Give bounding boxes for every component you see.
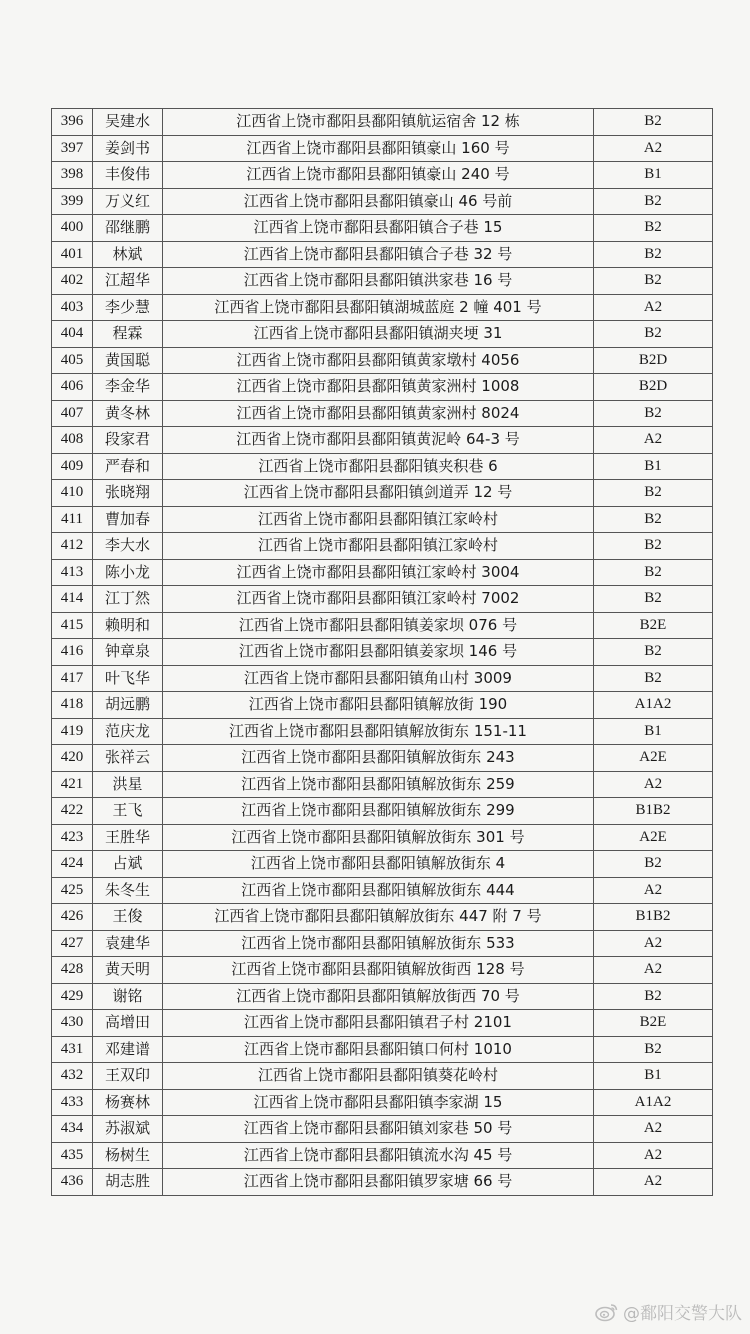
row-license-class: B2 — [594, 400, 713, 427]
row-address: 江西省上饶市鄱阳县鄱阳镇解放街东 243 — [163, 745, 594, 772]
row-address: 江西省上饶市鄱阳县鄱阳镇湖夹埂 31 — [163, 321, 594, 348]
row-name: 李大水 — [93, 533, 163, 560]
row-address: 江西省上饶市鄱阳县鄱阳镇解放街西 70 号 — [163, 983, 594, 1010]
row-license-class: B2 — [594, 506, 713, 533]
row-number: 396 — [52, 109, 93, 136]
row-name: 丰俊伟 — [93, 162, 163, 189]
row-address: 江西省上饶市鄱阳县鄱阳镇解放街东 444 — [163, 877, 594, 904]
row-number: 398 — [52, 162, 93, 189]
row-license-class: B2 — [594, 321, 713, 348]
row-license-class: B2 — [594, 586, 713, 613]
row-name: 胡远鹏 — [93, 692, 163, 719]
row-number: 431 — [52, 1036, 93, 1063]
table-row — [52, 188, 713, 215]
roster-table — [51, 108, 713, 1196]
row-address: 江西省上饶市鄱阳县鄱阳镇李家湖 15 — [163, 1089, 594, 1116]
table-row — [52, 612, 713, 639]
table-row — [52, 1036, 713, 1063]
row-address: 江西省上饶市鄱阳县鄱阳镇夹积巷 6 — [163, 453, 594, 480]
row-name: 王飞 — [93, 798, 163, 825]
row-license-class: A2E — [594, 824, 713, 851]
row-name: 邵继鹏 — [93, 215, 163, 242]
table-row — [52, 268, 713, 295]
row-name: 王俊 — [93, 904, 163, 931]
row-number: 401 — [52, 241, 93, 268]
table-row — [52, 718, 713, 745]
row-name: 黄冬林 — [93, 400, 163, 427]
row-address: 江西省上饶市鄱阳县鄱阳镇解放街东 447 附 7 号 — [163, 904, 594, 931]
row-name: 江丁然 — [93, 586, 163, 613]
table-row — [52, 904, 713, 931]
roster-table-body — [52, 109, 713, 1196]
row-name: 杨赛林 — [93, 1089, 163, 1116]
row-license-class: B2 — [594, 851, 713, 878]
table-row — [52, 400, 713, 427]
row-license-class: A2E — [594, 745, 713, 772]
row-license-class: B2 — [594, 665, 713, 692]
row-number: 403 — [52, 294, 93, 321]
row-number: 412 — [52, 533, 93, 560]
row-address: 江西省上饶市鄱阳县鄱阳镇葵花岭村 — [163, 1063, 594, 1090]
table-row — [52, 692, 713, 719]
table-row — [52, 347, 713, 374]
row-license-class: A2 — [594, 771, 713, 798]
row-name: 谢铭 — [93, 983, 163, 1010]
row-number: 417 — [52, 665, 93, 692]
row-name: 胡志胜 — [93, 1169, 163, 1196]
row-name: 陈小龙 — [93, 559, 163, 586]
row-license-class: B2D — [594, 374, 713, 401]
row-address: 江西省上饶市鄱阳县鄱阳镇江家岭村 — [163, 533, 594, 560]
row-name: 黄国聪 — [93, 347, 163, 374]
row-license-class: A2 — [594, 957, 713, 984]
row-license-class: B2D — [594, 347, 713, 374]
row-number: 405 — [52, 347, 93, 374]
row-number: 424 — [52, 851, 93, 878]
row-number: 414 — [52, 586, 93, 613]
row-address: 江西省上饶市鄱阳县鄱阳镇黄家墩村 4056 — [163, 347, 594, 374]
row-name: 万义红 — [93, 188, 163, 215]
row-license-class: A2 — [594, 930, 713, 957]
table-row — [52, 241, 713, 268]
row-address: 江西省上饶市鄱阳县鄱阳镇洪家巷 16 号 — [163, 268, 594, 295]
row-license-class: B2 — [594, 533, 713, 560]
row-license-class: B2 — [594, 1036, 713, 1063]
row-name: 王胜华 — [93, 824, 163, 851]
table-row — [52, 665, 713, 692]
row-license-class: B2 — [594, 559, 713, 586]
table-row — [52, 506, 713, 533]
table-row — [52, 1142, 713, 1169]
row-name: 苏淑斌 — [93, 1116, 163, 1143]
row-license-class: A2 — [594, 1169, 713, 1196]
row-number: 397 — [52, 135, 93, 162]
table-row — [52, 559, 713, 586]
row-name: 叶飞华 — [93, 665, 163, 692]
watermark — [595, 1299, 742, 1324]
row-address: 江西省上饶市鄱阳县鄱阳镇解放街东 4 — [163, 851, 594, 878]
row-address: 江西省上饶市鄱阳县鄱阳镇豪山 46 号前 — [163, 188, 594, 215]
table-row — [52, 294, 713, 321]
table-row — [52, 798, 713, 825]
row-number: 434 — [52, 1116, 93, 1143]
row-name: 吴建水 — [93, 109, 163, 136]
row-address: 江西省上饶市鄱阳县鄱阳镇罗家塘 66 号 — [163, 1169, 594, 1196]
table-row — [52, 586, 713, 613]
row-name: 邓建谱 — [93, 1036, 163, 1063]
row-name: 高增田 — [93, 1010, 163, 1037]
row-license-class: B1 — [594, 1063, 713, 1090]
row-number: 421 — [52, 771, 93, 798]
watermark-text: @鄱阳交警大队 — [623, 1304, 742, 1324]
row-license-class: B1B2 — [594, 904, 713, 931]
row-license-class: A1A2 — [594, 1089, 713, 1116]
row-address: 江西省上饶市鄱阳县鄱阳镇黄泥岭 64-3 号 — [163, 427, 594, 454]
row-address: 江西省上饶市鄱阳县鄱阳镇合子巷 15 — [163, 215, 594, 242]
table-row — [52, 745, 713, 772]
row-name: 黄天明 — [93, 957, 163, 984]
table-row — [52, 1010, 713, 1037]
row-license-class: B2 — [594, 188, 713, 215]
row-number: 411 — [52, 506, 93, 533]
table-row — [52, 162, 713, 189]
row-license-class: A2 — [594, 877, 713, 904]
table-row — [52, 109, 713, 136]
row-address: 江西省上饶市鄱阳县鄱阳镇豪山 240 号 — [163, 162, 594, 189]
row-address: 江西省上饶市鄱阳县鄱阳镇姜家坝 146 号 — [163, 639, 594, 666]
row-name: 王双印 — [93, 1063, 163, 1090]
row-address: 江西省上饶市鄱阳县鄱阳镇流水沟 45 号 — [163, 1142, 594, 1169]
row-license-class: B2 — [594, 109, 713, 136]
row-license-class: A2 — [594, 427, 713, 454]
row-address: 江西省上饶市鄱阳县鄱阳镇解放街东 259 — [163, 771, 594, 798]
row-name: 张祥云 — [93, 745, 163, 772]
table-row — [52, 957, 713, 984]
row-number: 415 — [52, 612, 93, 639]
row-name: 张晓翔 — [93, 480, 163, 507]
row-address: 江西省上饶市鄱阳县鄱阳镇口何村 1010 — [163, 1036, 594, 1063]
row-license-class: B2 — [594, 480, 713, 507]
row-address: 江西省上饶市鄱阳县鄱阳镇黄家洲村 8024 — [163, 400, 594, 427]
row-address: 江西省上饶市鄱阳县鄱阳镇黄家洲村 1008 — [163, 374, 594, 401]
row-license-class: A1A2 — [594, 692, 713, 719]
row-number: 407 — [52, 400, 93, 427]
row-name: 严春和 — [93, 453, 163, 480]
row-number: 428 — [52, 957, 93, 984]
row-license-class: B2 — [594, 241, 713, 268]
weibo-icon — [595, 1302, 619, 1322]
table-row — [52, 1089, 713, 1116]
table-row — [52, 321, 713, 348]
table-row — [52, 877, 713, 904]
row-number: 409 — [52, 453, 93, 480]
row-name: 林斌 — [93, 241, 163, 268]
row-number: 416 — [52, 639, 93, 666]
row-address: 江西省上饶市鄱阳县鄱阳镇剑道弄 12 号 — [163, 480, 594, 507]
row-license-class: B2 — [594, 268, 713, 295]
row-address: 江西省上饶市鄱阳县鄱阳镇解放街 190 — [163, 692, 594, 719]
row-number: 433 — [52, 1089, 93, 1116]
row-license-class: A2 — [594, 294, 713, 321]
row-number: 423 — [52, 824, 93, 851]
row-name: 袁建华 — [93, 930, 163, 957]
row-address: 江西省上饶市鄱阳县鄱阳镇解放街西 128 号 — [163, 957, 594, 984]
row-license-class: B2E — [594, 612, 713, 639]
table-row — [52, 374, 713, 401]
row-address: 江西省上饶市鄱阳县鄱阳镇角山村 3009 — [163, 665, 594, 692]
row-license-class: B1 — [594, 453, 713, 480]
row-number: 418 — [52, 692, 93, 719]
row-license-class: B2 — [594, 639, 713, 666]
table-row — [52, 1116, 713, 1143]
table-row — [52, 771, 713, 798]
row-address: 江西省上饶市鄱阳县鄱阳镇解放街东 151-11 — [163, 718, 594, 745]
row-address: 江西省上饶市鄱阳县鄱阳镇江家岭村 3004 — [163, 559, 594, 586]
row-name: 占斌 — [93, 851, 163, 878]
row-name: 钟章泉 — [93, 639, 163, 666]
row-name: 段家君 — [93, 427, 163, 454]
table-row — [52, 1169, 713, 1196]
row-name: 朱冬生 — [93, 877, 163, 904]
table-row — [52, 453, 713, 480]
table-row — [52, 533, 713, 560]
row-name: 程霖 — [93, 321, 163, 348]
row-number: 406 — [52, 374, 93, 401]
row-license-class: A2 — [594, 1116, 713, 1143]
row-address: 江西省上饶市鄱阳县鄱阳镇解放街东 301 号 — [163, 824, 594, 851]
row-number: 425 — [52, 877, 93, 904]
table-row — [52, 824, 713, 851]
row-license-class: B1B2 — [594, 798, 713, 825]
row-name: 洪星 — [93, 771, 163, 798]
table-row — [52, 983, 713, 1010]
row-number: 426 — [52, 904, 93, 931]
row-address: 江西省上饶市鄱阳县鄱阳镇解放街东 299 — [163, 798, 594, 825]
row-name: 曹加春 — [93, 506, 163, 533]
row-license-class: B2E — [594, 1010, 713, 1037]
table-row — [52, 930, 713, 957]
row-address: 江西省上饶市鄱阳县鄱阳镇江家岭村 7002 — [163, 586, 594, 613]
row-number: 427 — [52, 930, 93, 957]
row-number: 430 — [52, 1010, 93, 1037]
row-name: 赖明和 — [93, 612, 163, 639]
row-address: 江西省上饶市鄱阳县鄱阳镇湖城蓝庭 2 幢 401 号 — [163, 294, 594, 321]
row-number: 422 — [52, 798, 93, 825]
row-address: 江西省上饶市鄱阳县鄱阳镇江家岭村 — [163, 506, 594, 533]
row-number: 410 — [52, 480, 93, 507]
row-number: 435 — [52, 1142, 93, 1169]
row-number: 413 — [52, 559, 93, 586]
row-name: 江超华 — [93, 268, 163, 295]
row-number: 420 — [52, 745, 93, 772]
row-number: 429 — [52, 983, 93, 1010]
table-row — [52, 851, 713, 878]
row-license-class: B1 — [594, 718, 713, 745]
row-number: 436 — [52, 1169, 93, 1196]
table-row — [52, 1063, 713, 1090]
row-address: 江西省上饶市鄱阳县鄱阳镇刘家巷 50 号 — [163, 1116, 594, 1143]
table-row — [52, 639, 713, 666]
row-number: 419 — [52, 718, 93, 745]
row-address: 江西省上饶市鄱阳县鄱阳镇姜家坝 076 号 — [163, 612, 594, 639]
row-number: 402 — [52, 268, 93, 295]
row-license-class: B2 — [594, 983, 713, 1010]
row-number: 432 — [52, 1063, 93, 1090]
row-license-class: A2 — [594, 1142, 713, 1169]
row-name: 李金华 — [93, 374, 163, 401]
table-row — [52, 135, 713, 162]
row-address: 江西省上饶市鄱阳县鄱阳镇君子村 2101 — [163, 1010, 594, 1037]
row-name: 范庆龙 — [93, 718, 163, 745]
row-name: 李少慧 — [93, 294, 163, 321]
row-address: 江西省上饶市鄱阳县鄱阳镇解放街东 533 — [163, 930, 594, 957]
row-number: 400 — [52, 215, 93, 242]
table-row — [52, 427, 713, 454]
row-license-class: B2 — [594, 215, 713, 242]
row-name: 杨树生 — [93, 1142, 163, 1169]
row-address: 江西省上饶市鄱阳县鄱阳镇航运宿舍 12 栋 — [163, 109, 594, 136]
row-address: 江西省上饶市鄱阳县鄱阳镇豪山 160 号 — [163, 135, 594, 162]
table-row — [52, 215, 713, 242]
table-row — [52, 480, 713, 507]
row-name: 姜剑书 — [93, 135, 163, 162]
row-license-class: A2 — [594, 135, 713, 162]
row-number: 408 — [52, 427, 93, 454]
row-number: 399 — [52, 188, 93, 215]
row-address: 江西省上饶市鄱阳县鄱阳镇合子巷 32 号 — [163, 241, 594, 268]
row-number: 404 — [52, 321, 93, 348]
row-license-class: B1 — [594, 162, 713, 189]
